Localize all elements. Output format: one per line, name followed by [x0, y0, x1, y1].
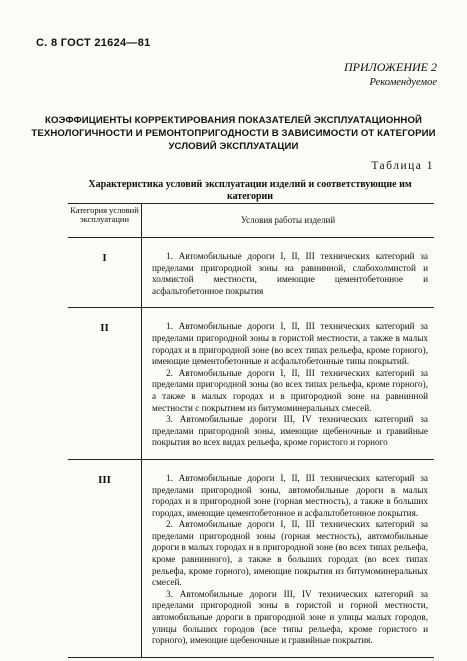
table-header-row: [68, 204, 434, 238]
conditions-cell: [142, 308, 434, 459]
condition-paragraph: 2. Автомобильные дороги I, II, III технических категорий за пределами пригородной зоны (горная местность), автомобильные дороги в малых городах и в пригородной зоне (во всех типах рельефа, кроме равнинного), а также в больших городах (во всех типах рельефа, кроме горного), имеющие покрытия из битумоминеральных смесей.: [152, 519, 428, 588]
appendix-status: Рекомендуемое: [369, 77, 437, 88]
conditions-cell: [142, 238, 434, 307]
condition-paragraph: 2. Автомобильные дороги I, II, III технических категорий за пределами пригородной зоны (во всех типах рельефа, кроме горного), а также в малых городах и в пригородной зоне на равнинной местности с покрытием из битумоминеральных смесей.: [152, 367, 428, 413]
category-cell: III: [68, 460, 142, 657]
page-header: С. 8 ГОСТ 21624—81: [36, 37, 151, 49]
condition-paragraph: 3. Автомобильные дороги III, IV технических категорий за пределами пригородной зоны, имеющие щебеночные и гравийные покрытия во всех видах рельефа, кроме гористого и горного: [152, 414, 428, 448]
column-header-category: Категория условий эксплуатации: [68, 204, 142, 237]
conditions-table: [68, 203, 434, 658]
condition-paragraph: 1. Автомобильные дороги I, II, III технических категорий за пределами пригородной зоны, автомобильные дороги в малых городах и в пригородной зоне (горная местность), а также в больших городах, имеющие цементобетонное и асфальтобетонное покрытия.: [152, 472, 428, 518]
condition-paragraph: 1. Автомобильные дороги I, II, III технических категорий за пределами пригородной зоны в гористой местности, а также в малых городах и в пригородной зоне (во всех типах рельефа, кроме горного), имеющие цементобетонные и асфальтобетонные типы покрытий.: [152, 321, 428, 367]
document-title: КОЭФФИЦИЕНТЫ КОРРЕКТИРОВАНИЯ ПОКАЗАТЕЛЕЙ ЭКСПЛУАТАЦИОННОЙ ТЕХНОЛОГИЧНОСТИ И РЕМОНТОПРИГОДНОСТИ В ЗАВИСИМОСТИ ОТ КАТЕГОРИИ УСЛОВИЙ ЭКСПЛУАТАЦИИ: [31, 115, 436, 152]
condition-paragraph: 3. Автомобильные дороги III, IV технических категорий за пределами пригородной зоны в гористой и горной местности, автомобильные дороги в пригородной зоне и улицы малых городов, улицы больших городов (все типы рельефа, кроме гористого и горного), имеющие щебеночные и гравийные покрытия.: [152, 588, 428, 646]
appendix-label: ПРИЛОЖЕНИЕ 2: [344, 60, 437, 74]
table-row: [68, 238, 434, 307]
category-cell: I: [68, 238, 142, 307]
table-row: [68, 307, 434, 459]
category-cell: II: [68, 308, 142, 459]
column-header-conditions: Условия работы изделий: [240, 215, 336, 225]
table-caption: Характеристика условий эксплуатации изделий и соответствующие им категории: [88, 179, 412, 202]
conditions-cell: [142, 460, 434, 657]
table-label: Таблица 1: [371, 160, 434, 172]
table-row: [68, 459, 434, 657]
condition-paragraph: 1. Автомобильные дороги I, II, III технических категорий за пределами пригородной зоны на равнинной, слабохолмистой и холмистой местности, имеющие цементобетонное и асфальтобетонное покрытия: [152, 251, 428, 296]
appendix-block: [344, 60, 437, 90]
